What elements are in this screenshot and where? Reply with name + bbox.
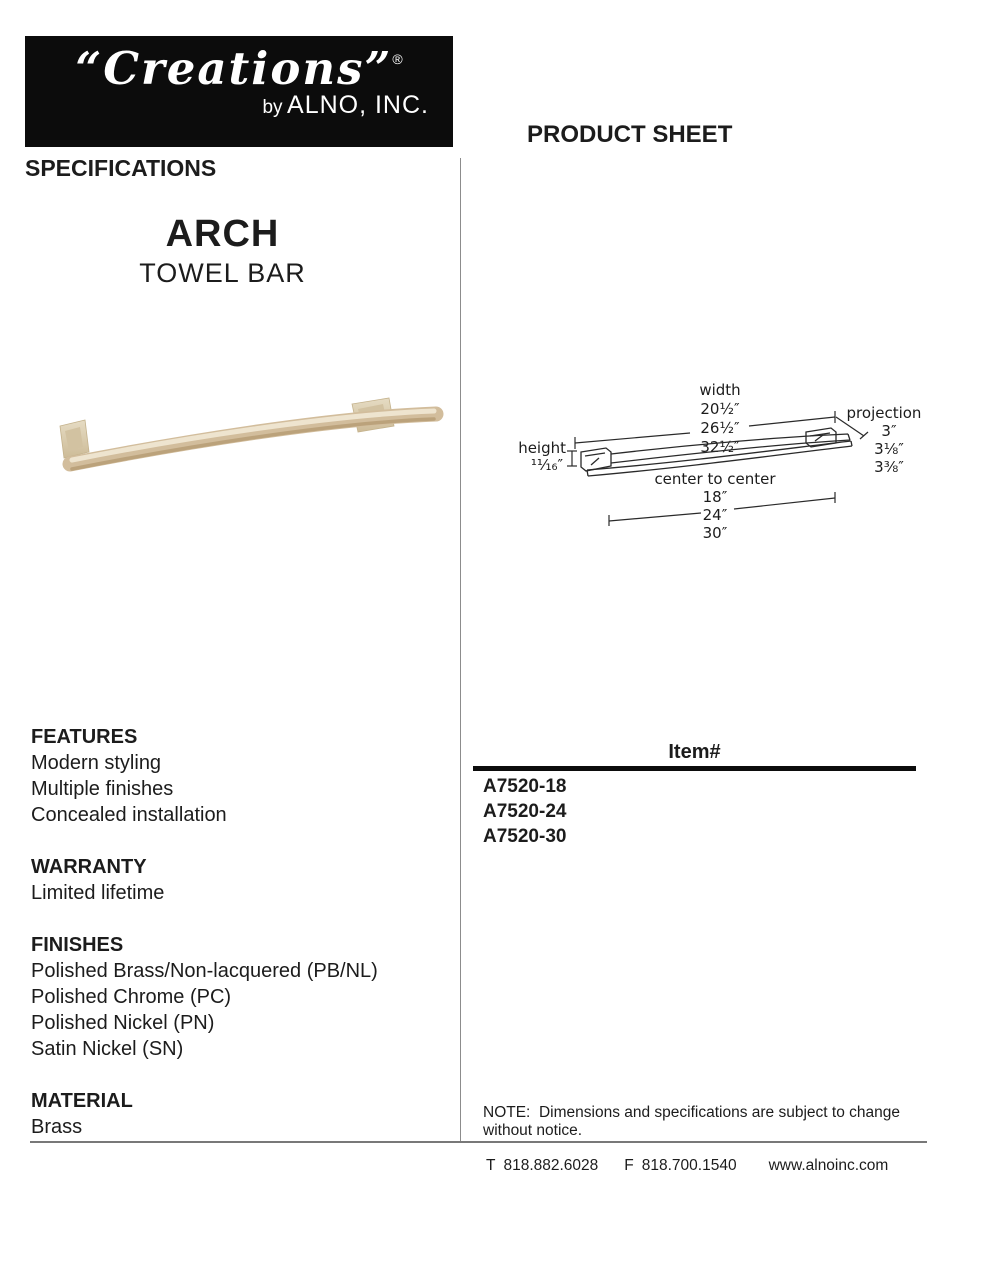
finish-item: Satin Nickel (SN) <box>31 1038 184 1060</box>
c2c-label: center to center <box>654 470 776 488</box>
width-value-1: 20½″ <box>700 400 740 418</box>
finish-item: Polished Brass/Non-lacquered (PB/NL) <box>31 960 378 982</box>
width-dim-line-left <box>575 433 690 443</box>
height-label: height <box>518 439 566 457</box>
product-category: TOWEL BAR <box>139 258 306 288</box>
material-item: Brass <box>31 1116 83 1138</box>
footer-contact <box>486 1157 888 1175</box>
phone-label: T <box>486 1157 496 1174</box>
phone-number: 818.882.6028 <box>503 1157 599 1174</box>
height-value: ¹¹⁄₁₆″ <box>530 456 564 474</box>
brand-by-text: by <box>262 97 283 118</box>
fax-label: F <box>624 1157 634 1174</box>
features-heading: FEATURES <box>31 726 138 748</box>
feature-item: Concealed installation <box>31 804 227 826</box>
fax-number: 818.700.1540 <box>641 1157 737 1174</box>
projection-value-1: 3″ <box>881 422 897 440</box>
feature-item: Multiple finishes <box>31 778 174 800</box>
item-code-list <box>473 771 916 849</box>
dimension-diagram <box>518 373 950 551</box>
c2c-value-1: 18″ <box>702 488 728 506</box>
finish-item: Polished Nickel (PN) <box>31 1012 215 1034</box>
warranty-section <box>31 854 451 906</box>
item-table <box>473 740 916 849</box>
column-divider <box>460 158 461 1143</box>
c2c-dim-line-right <box>734 498 835 509</box>
item-code: A7520-30 <box>483 826 567 847</box>
specifications-title: SPECIFICATIONS <box>25 155 217 181</box>
feature-item: Modern styling <box>31 752 162 774</box>
projection-dim-tick <box>860 432 868 439</box>
width-value-2: 26½″ <box>700 419 740 437</box>
registered-mark: ® <box>392 51 403 67</box>
product-name: ARCH <box>165 213 280 255</box>
projection-value-2: 3⅛″ <box>874 440 904 458</box>
product-photo <box>28 388 448 488</box>
finishes-section <box>31 932 451 1062</box>
projection-label: projection <box>846 404 922 422</box>
brand-logo-script <box>25 42 453 95</box>
item-table-header: Item# <box>668 741 721 763</box>
material-heading: MATERIAL <box>31 1090 133 1112</box>
material-section <box>31 1088 451 1140</box>
warranty-heading: WARRANTY <box>31 856 147 878</box>
brand-script-text: “Creations” <box>75 42 393 95</box>
width-value-3: 32½″ <box>700 438 740 456</box>
features-section <box>31 724 451 828</box>
width-label: width <box>699 381 741 399</box>
product-sheet-title: PRODUCT SHEET <box>527 121 733 148</box>
brand-logo-subline <box>25 91 453 120</box>
warranty-item: Limited lifetime <box>31 882 165 904</box>
website-url: www.alnoinc.com <box>768 1157 889 1174</box>
finish-item: Polished Chrome (PC) <box>31 986 232 1008</box>
projection-value-3: 3⅜″ <box>874 458 904 476</box>
brand-company-text: ALNO, INC. <box>287 91 429 119</box>
brand-logo <box>25 36 453 147</box>
item-code: A7520-18 <box>483 776 567 797</box>
c2c-value-2: 24″ <box>702 506 728 524</box>
item-code: A7520-24 <box>483 801 567 822</box>
finishes-heading: FINISHES <box>31 934 124 956</box>
c2c-dim-line-left <box>609 513 701 521</box>
left-post-drawing <box>581 448 611 471</box>
disclaimer-note: NOTE: Dimensions and specifications are subject to change without notice. <box>483 1104 905 1139</box>
product-title-block <box>0 213 445 289</box>
width-dim-line-right <box>749 417 835 426</box>
bottom-rule <box>30 1141 927 1143</box>
c2c-value-3: 30″ <box>702 524 728 542</box>
